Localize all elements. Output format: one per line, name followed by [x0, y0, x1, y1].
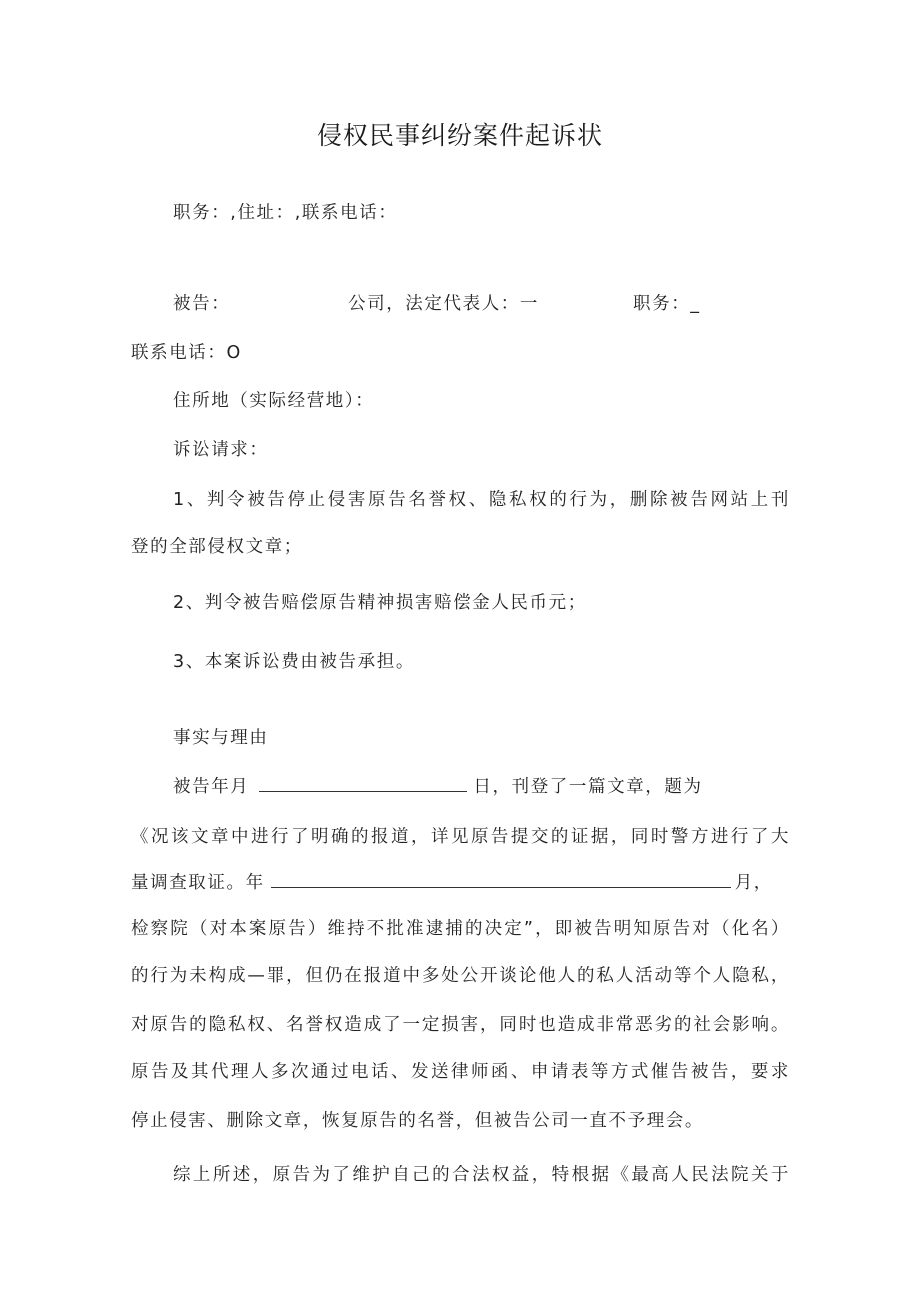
- facts-line-7: 原告及其代理人多次通过电话、发送律师函、申请表等方式催告被告，要求: [131, 1062, 790, 1082]
- date-blank: [259, 775, 467, 792]
- defendant-position: 职务：_: [633, 294, 701, 314]
- facts-line-2: 《况该文章中进行了明确的报道，详见原告提交的证据，同时警方进行了大: [131, 827, 790, 847]
- claim-item-1-line-1: 1、判令被告停止侵害原告名誉权、隐私权的行为，删除被告网站上刊: [173, 490, 790, 510]
- claim-item-2: 2、判令被告赔偿原告精神损害赔偿金人民币元；: [173, 593, 587, 613]
- facts-line-8: 停止侵害、删除文章，恢复原告的名誉，但被告公司一直不予理会。: [131, 1111, 704, 1131]
- conclusion-line-1: 综上所述，原告为了维护自己的合法权益，特根据《最高人民法院关于: [173, 1165, 790, 1185]
- facts-line-1: [173, 773, 703, 798]
- defendant-phone: 联系电话：O: [131, 343, 242, 363]
- facts-line-5: 的行为未构成—罪，但仍在报道中多处公开谈论他人的私人活动等个人隐私，: [131, 966, 790, 986]
- plaintiff-info-line: 职务：,住址：,联系电话：: [173, 203, 398, 223]
- defendant-company: 公司，法定代表人：一: [348, 294, 539, 314]
- facts-line-4: 检察院（对本案原告）维持不批准逮捕的决定”，即被告明知原告对（化名）: [131, 919, 790, 939]
- document-title: 侵权民事纠纷案件起诉状: [316, 121, 603, 150]
- facts-line-3-end: 月，: [734, 873, 773, 893]
- claim-item-1-line-2: 登的全部侵权文章；: [131, 537, 303, 557]
- facts-line-1-start: 被告年月: [173, 777, 250, 797]
- facts-heading: 事实与理由: [173, 728, 269, 748]
- claim-item-3: 3、本案诉讼费由被告承担。: [173, 652, 415, 672]
- defendant-address: 住所地（实际经营地）：: [173, 391, 375, 411]
- facts-line-3: [131, 869, 773, 894]
- facts-line-3-start: 量调查取证。年: [131, 873, 265, 893]
- facts-line-1-end: 日，刊登了一篇文章，题为: [473, 777, 703, 797]
- facts-line-6: 对原告的隐私权、名誉权造成了一定损害，同时也造成非常恶劣的社会影响。: [131, 1015, 790, 1035]
- defendant-label: 被告：: [173, 294, 231, 314]
- date-blank-long: [271, 871, 731, 888]
- claims-heading: 诉讼请求：: [173, 440, 269, 460]
